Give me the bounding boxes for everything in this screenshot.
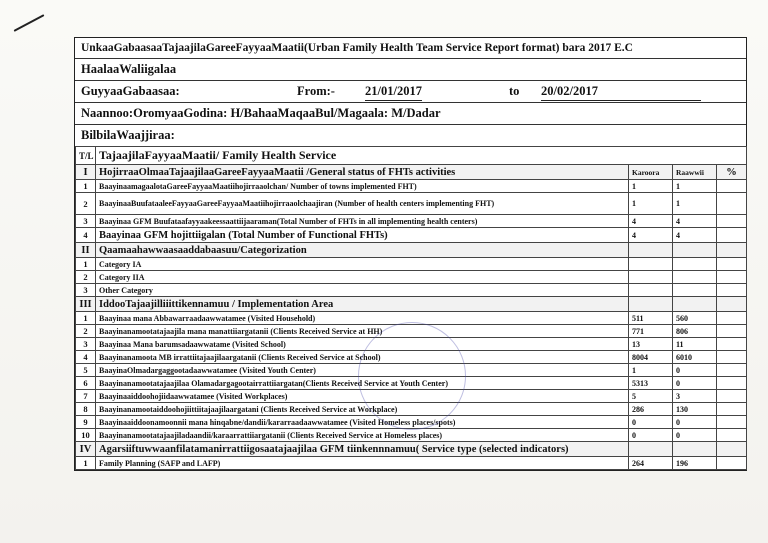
table-row bbox=[76, 284, 747, 297]
row-label: BaayinaOlmadargaggootadaawwatamee (Visited Youth Center) bbox=[96, 364, 629, 377]
actual-value: 0 bbox=[673, 416, 717, 429]
pct-value bbox=[717, 193, 747, 215]
service-table bbox=[75, 146, 747, 470]
actual-value: 11 bbox=[673, 338, 717, 351]
blacked-cell bbox=[629, 442, 673, 457]
table-row bbox=[76, 312, 747, 325]
row-number: 1 bbox=[76, 258, 96, 271]
row-label: Baayinanamootatajaajiladaandii/karaarrattiiargatanii (Clients Received Service at Homeless places) bbox=[96, 429, 629, 442]
actual-value: 560 bbox=[673, 312, 717, 325]
plan-value: 4 bbox=[629, 215, 673, 228]
pct-value bbox=[717, 271, 747, 284]
form-title: UnkaaGabaasaaTajaajilaGareeFayyaaMaatii(Urban Family Health Team Service Report format) bara 2017 E.C bbox=[75, 38, 746, 59]
plan-value: 1 bbox=[629, 364, 673, 377]
table-row bbox=[76, 429, 747, 442]
from-date: 21/01/2017 bbox=[365, 83, 422, 101]
row-label: Baayinaa Mana barumsadaawwatame (Visited School) bbox=[96, 338, 629, 351]
row-label: HojirraaOlmaaTajaajilaaGareeFayyaaMaatii /General status of FHTs activities bbox=[96, 165, 629, 180]
table-header-row bbox=[76, 147, 747, 165]
blacked-cell bbox=[629, 243, 673, 258]
blacked-cell bbox=[629, 297, 673, 312]
table-row bbox=[76, 403, 747, 416]
row-number: 1 bbox=[76, 312, 96, 325]
blacked-cell bbox=[717, 442, 747, 457]
table-title: TajaajilaFayyaaMaatii/ Family Health Service bbox=[96, 147, 747, 165]
table-row bbox=[76, 364, 747, 377]
row-number: 3 bbox=[76, 215, 96, 228]
kebele-label: BilbilaWaajjiraa: bbox=[81, 128, 175, 142]
plan-value: 13 bbox=[629, 338, 673, 351]
row-number: 1 bbox=[76, 457, 96, 470]
table-row bbox=[76, 457, 747, 470]
row-number: 3 bbox=[76, 338, 96, 351]
pct-value bbox=[717, 351, 747, 364]
pct-value bbox=[717, 325, 747, 338]
row-label: Family Planning (SAFP and LAFP) bbox=[96, 457, 629, 470]
plan-value: 286 bbox=[629, 403, 673, 416]
actual-value bbox=[673, 284, 717, 297]
row-number: I bbox=[76, 165, 96, 180]
row-number: 10 bbox=[76, 429, 96, 442]
actual-value: 4 bbox=[673, 215, 717, 228]
pct-value bbox=[717, 390, 747, 403]
plan-value: 771 bbox=[629, 325, 673, 338]
actual-value: 0 bbox=[673, 377, 717, 390]
blacked-cell bbox=[717, 297, 747, 312]
row-label: Agarsiiftuwwaanfilatamanirrattiigosaatajaajilaa GFM tiinkennnamuu( Service type (selected indicators) bbox=[96, 442, 629, 457]
table-row bbox=[76, 351, 747, 364]
section-row bbox=[76, 442, 747, 457]
actual-value: 0 bbox=[673, 364, 717, 377]
table-row bbox=[76, 180, 747, 193]
table-row bbox=[76, 416, 747, 429]
report-form bbox=[74, 37, 747, 471]
row-label: Baayinaaiddoonamoonnii mana hinqabne/dandii/kararraadaawwatamee (Visited Homeless places/spots) bbox=[96, 416, 629, 429]
row-label: Category IA bbox=[96, 258, 629, 271]
table-row bbox=[76, 258, 747, 271]
row-number: 1 bbox=[76, 180, 96, 193]
num-header: T/L bbox=[76, 147, 96, 165]
row-label: Baayinaa GFM Buufataafayyaakeessaattiijaaraman(Total Number of FHTs in all implementing health centers) bbox=[96, 215, 629, 228]
row-number: 4 bbox=[76, 228, 96, 243]
pct-value bbox=[717, 180, 747, 193]
row-number: 4 bbox=[76, 351, 96, 364]
blacked-cell bbox=[673, 297, 717, 312]
pct-value bbox=[717, 377, 747, 390]
pct-value bbox=[717, 228, 747, 243]
table-row bbox=[76, 338, 747, 351]
blacked-cell bbox=[717, 243, 747, 258]
row-number: 7 bbox=[76, 390, 96, 403]
row-number: 8 bbox=[76, 403, 96, 416]
actual-value: 1 bbox=[673, 193, 717, 215]
row-number: 2 bbox=[76, 271, 96, 284]
plan-value: 0 bbox=[629, 429, 673, 442]
region-label: HaalaaWaliigalaa bbox=[75, 59, 746, 81]
plan-value bbox=[629, 284, 673, 297]
actual-value: 1 bbox=[673, 180, 717, 193]
plan-value: 511 bbox=[629, 312, 673, 325]
table-row bbox=[76, 215, 747, 228]
pct-value bbox=[717, 215, 747, 228]
blacked-cell bbox=[673, 243, 717, 258]
actual-value: 196 bbox=[673, 457, 717, 470]
pct-value bbox=[717, 338, 747, 351]
actual-value bbox=[673, 271, 717, 284]
row-number: 9 bbox=[76, 416, 96, 429]
plan-value: 1 bbox=[629, 180, 673, 193]
row-label: Category IIA bbox=[96, 271, 629, 284]
plan-value bbox=[629, 258, 673, 271]
plan-value bbox=[629, 271, 673, 284]
table-row bbox=[76, 228, 747, 243]
table-row bbox=[76, 377, 747, 390]
row-number: 2 bbox=[76, 325, 96, 338]
plan-header: Karoora bbox=[629, 165, 673, 180]
actual-value: 3 bbox=[673, 390, 717, 403]
pct-header: % bbox=[717, 165, 747, 180]
pct-value bbox=[717, 457, 747, 470]
table-row bbox=[76, 390, 747, 403]
actual-value: 6010 bbox=[673, 351, 717, 364]
plan-value: 4 bbox=[629, 228, 673, 243]
pct-value bbox=[717, 258, 747, 271]
plan-value: 5 bbox=[629, 390, 673, 403]
row-label: Baayinaaiddoohojiidaawwatamee (Visited Workplaces) bbox=[96, 390, 629, 403]
row-label: BaayinaaBuufataaleeFayyaaGareeFayyaaMaatiihojirraaolchaajiran (Number of health centers implementing FHT) bbox=[96, 193, 629, 215]
pen-mark bbox=[14, 14, 45, 32]
row-number: 6 bbox=[76, 377, 96, 390]
pct-value bbox=[717, 429, 747, 442]
zone-line: Naannoo:OromyaaGodina: H/BahaaMaqaaBul/Magaala: M/Dadar bbox=[75, 103, 746, 125]
report-period-row bbox=[75, 81, 746, 103]
plan-value: 264 bbox=[629, 457, 673, 470]
row-number: 2 bbox=[76, 193, 96, 215]
actual-value: 4 bbox=[673, 228, 717, 243]
row-label: Baayinanamoota MB irrattiitajaajilaargatanii (Clients Received Service at School) bbox=[96, 351, 629, 364]
to-label: to bbox=[509, 84, 520, 98]
plan-value: 8004 bbox=[629, 351, 673, 364]
row-label: Other Category bbox=[96, 284, 629, 297]
table-row bbox=[76, 271, 747, 284]
row-label: BaayinaamagaalotaGareeFayyaaMaatiihojirraaolchan/ Number of towns implemented FHT) bbox=[96, 180, 629, 193]
pct-value bbox=[717, 364, 747, 377]
row-number: II bbox=[76, 243, 96, 258]
plan-value: 1 bbox=[629, 193, 673, 215]
actual-header: Raawwii bbox=[673, 165, 717, 180]
from-label: From:- bbox=[297, 84, 335, 98]
actual-value bbox=[673, 258, 717, 271]
row-number: 3 bbox=[76, 284, 96, 297]
row-label: Qaamaahawwaasaaddabaasuu/Categorization bbox=[96, 243, 629, 258]
section-row bbox=[76, 243, 747, 258]
section-row bbox=[76, 165, 747, 180]
row-label: Baayinaa mana Abbawarraadaawwatamee (Visited Household) bbox=[96, 312, 629, 325]
row-label: Baayinanamootatajaajilaa Olamadargagootairrattiiargatan(Clients Received Service at Youth Center) bbox=[96, 377, 629, 390]
row-number: III bbox=[76, 297, 96, 312]
row-number: IV bbox=[76, 442, 96, 457]
row-label: Baayinaa GFM hojittiigalan (Total Number of Functional FHTs) bbox=[96, 228, 629, 243]
actual-value: 0 bbox=[673, 429, 717, 442]
period-label: GuyyaaGabaasaa: bbox=[81, 84, 180, 98]
pct-value bbox=[717, 312, 747, 325]
table-row bbox=[76, 325, 747, 338]
plan-value: 5313 bbox=[629, 377, 673, 390]
table-row bbox=[76, 193, 747, 215]
pct-value bbox=[717, 284, 747, 297]
pct-value bbox=[717, 416, 747, 429]
row-label: Baayinanamootatajaajila mana manattiiargatanii (Clients Received Service at HH) bbox=[96, 325, 629, 338]
actual-value: 806 bbox=[673, 325, 717, 338]
row-label: IddooTajaajilliiittikennamuu / Implementation Area bbox=[96, 297, 629, 312]
row-number: 5 bbox=[76, 364, 96, 377]
pct-value bbox=[717, 403, 747, 416]
row-label: Baayinanamootaiddoohojiittiitajaajilaargatani (Clients Received Service at Workplace) bbox=[96, 403, 629, 416]
blacked-cell bbox=[673, 442, 717, 457]
to-date: 20/02/2017 bbox=[541, 83, 701, 101]
plan-value: 0 bbox=[629, 416, 673, 429]
section-row bbox=[76, 297, 747, 312]
actual-value: 130 bbox=[673, 403, 717, 416]
